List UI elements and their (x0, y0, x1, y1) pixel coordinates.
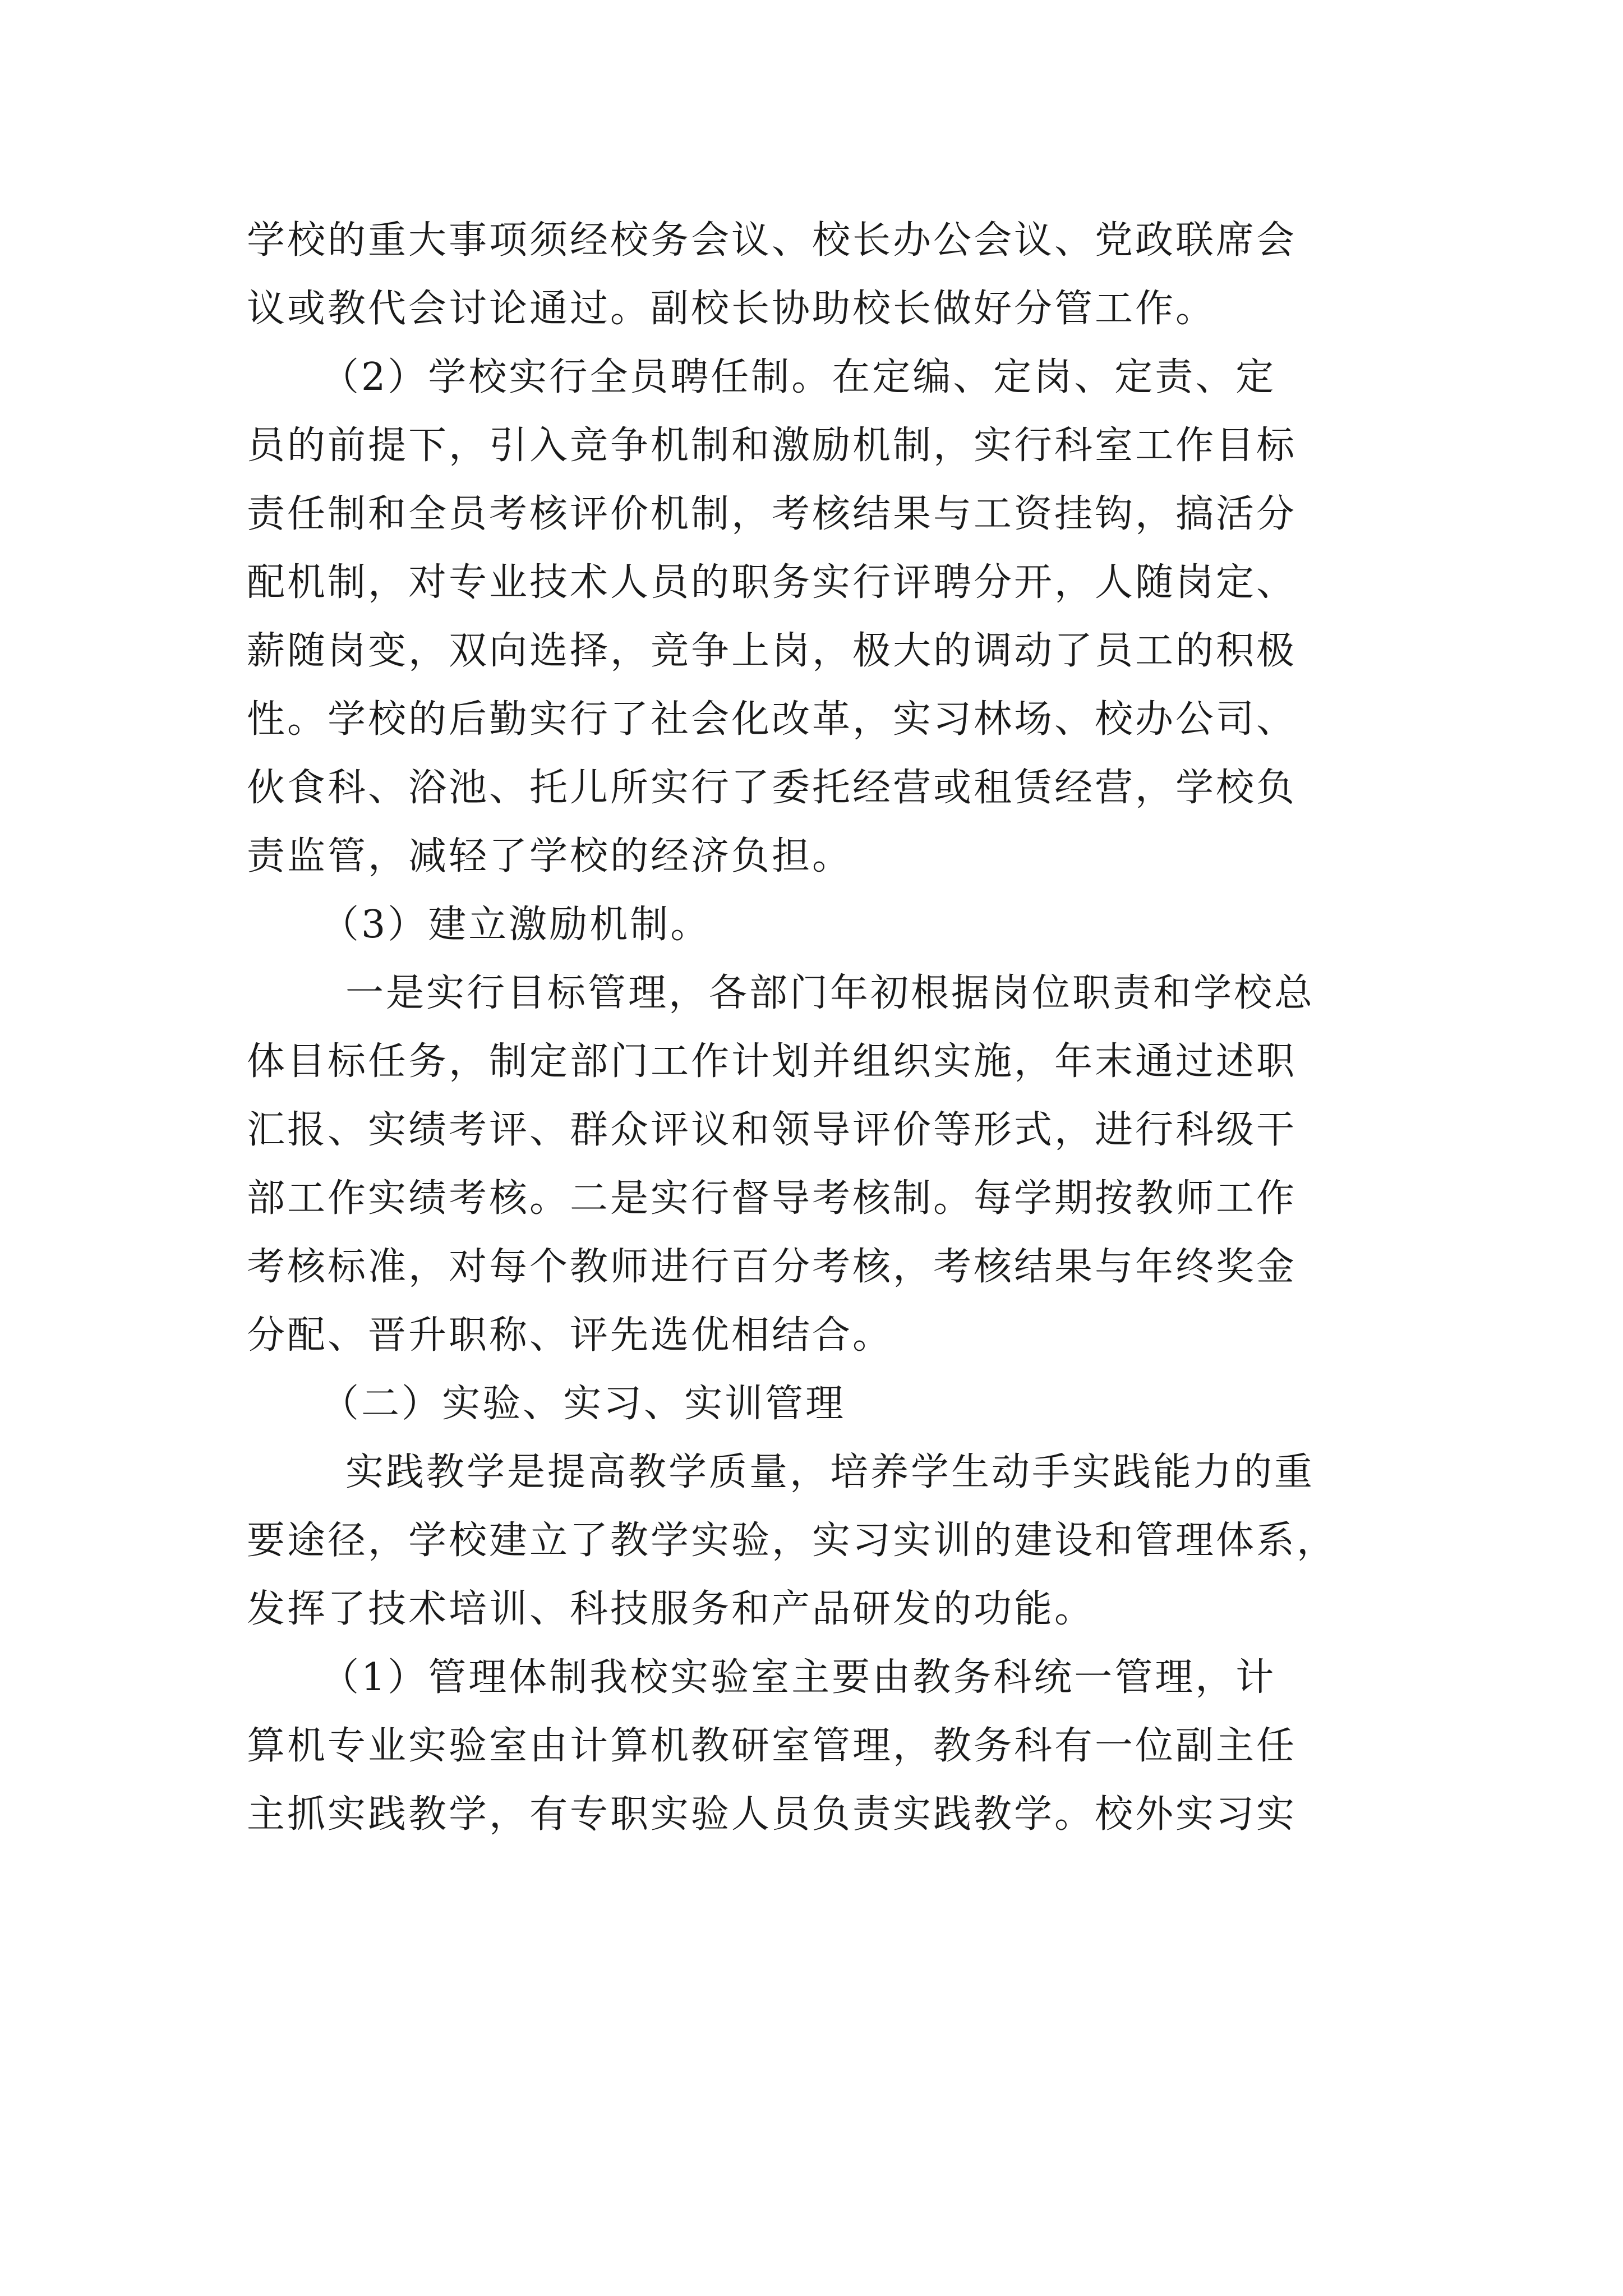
text-line: 汇报、实绩考评、群众评议和领导评价等形式，进行科级干 (247, 1108, 1297, 1152)
text-line: 员的前提下，引入竞争机制和激励机制，实行科室工作目标 (247, 424, 1297, 468)
text-line: （1）管理体制我校实验室主要由教务科统一管理，计 (321, 1655, 1276, 1700)
text-line: 主抓实践教学，有专职实验人员负责实践教学。校外实习实 (247, 1792, 1297, 1837)
text-line: 体目标任务，制定部门工作计划并组织实施，年末通过述职 (247, 1039, 1297, 1084)
text-line: （2）学校实行全员聘任制。在定编、定岗、定责、定 (321, 355, 1276, 399)
section-heading: （3）建立激励机制。 (321, 903, 711, 947)
text-line: 算机专业实验室由计算机教研室管理，教务科有一位副主任 (247, 1724, 1297, 1768)
text-line: 考核标准，对每个教师进行百分考核，考核结果与年终奖金 (247, 1245, 1297, 1289)
text-line: 伙食科、浴池、托儿所实行了委托经营或租赁经营，学校负 (247, 766, 1297, 810)
text-line: 议或教代会讨论通过。副校长协助校长做好分管工作。 (247, 287, 1216, 331)
text-line: 一是实行目标管理，各部门年初根据岗位职责和学校总 (345, 971, 1315, 1015)
text-line: 配机制，对专业技术人员的职务实行评聘分开，人随岗定、 (247, 560, 1297, 605)
text-line: 责监管，减轻了学校的经济负担。 (247, 834, 853, 878)
text-line: 薪随岗变，双向选择，竞争上岗，极大的调动了员工的积极 (247, 629, 1297, 673)
text-line: 性。学校的后勤实行了社会化改革，实习林场、校办公司、 (247, 697, 1297, 742)
text-line: 学校的重大事项须经校务会议、校长办公会议、党政联席会 (247, 218, 1297, 263)
text-line: 部工作实绩考核。二是实行督导考核制。每学期按教师工作 (247, 1176, 1297, 1221)
text-line: 发挥了技术培训、科技服务和产品研发的功能。 (247, 1587, 1095, 1631)
text-line: 实践教学是提高教学质量，培养学生动手实践能力的重 (345, 1450, 1315, 1494)
text-line: 要途径，学校建立了教学实验，实习实训的建设和管理体系， (247, 1519, 1338, 1563)
body-text (247, 206, 1391, 1849)
text-line: 分配、晋升职称、评先选优相结合。 (247, 1313, 893, 1358)
text-line: 责任制和全员考核评价机制，考核结果与工资挂钩，搞活分 (247, 492, 1297, 536)
section-heading: （二）实验、实习、实训管理 (321, 1382, 846, 1426)
